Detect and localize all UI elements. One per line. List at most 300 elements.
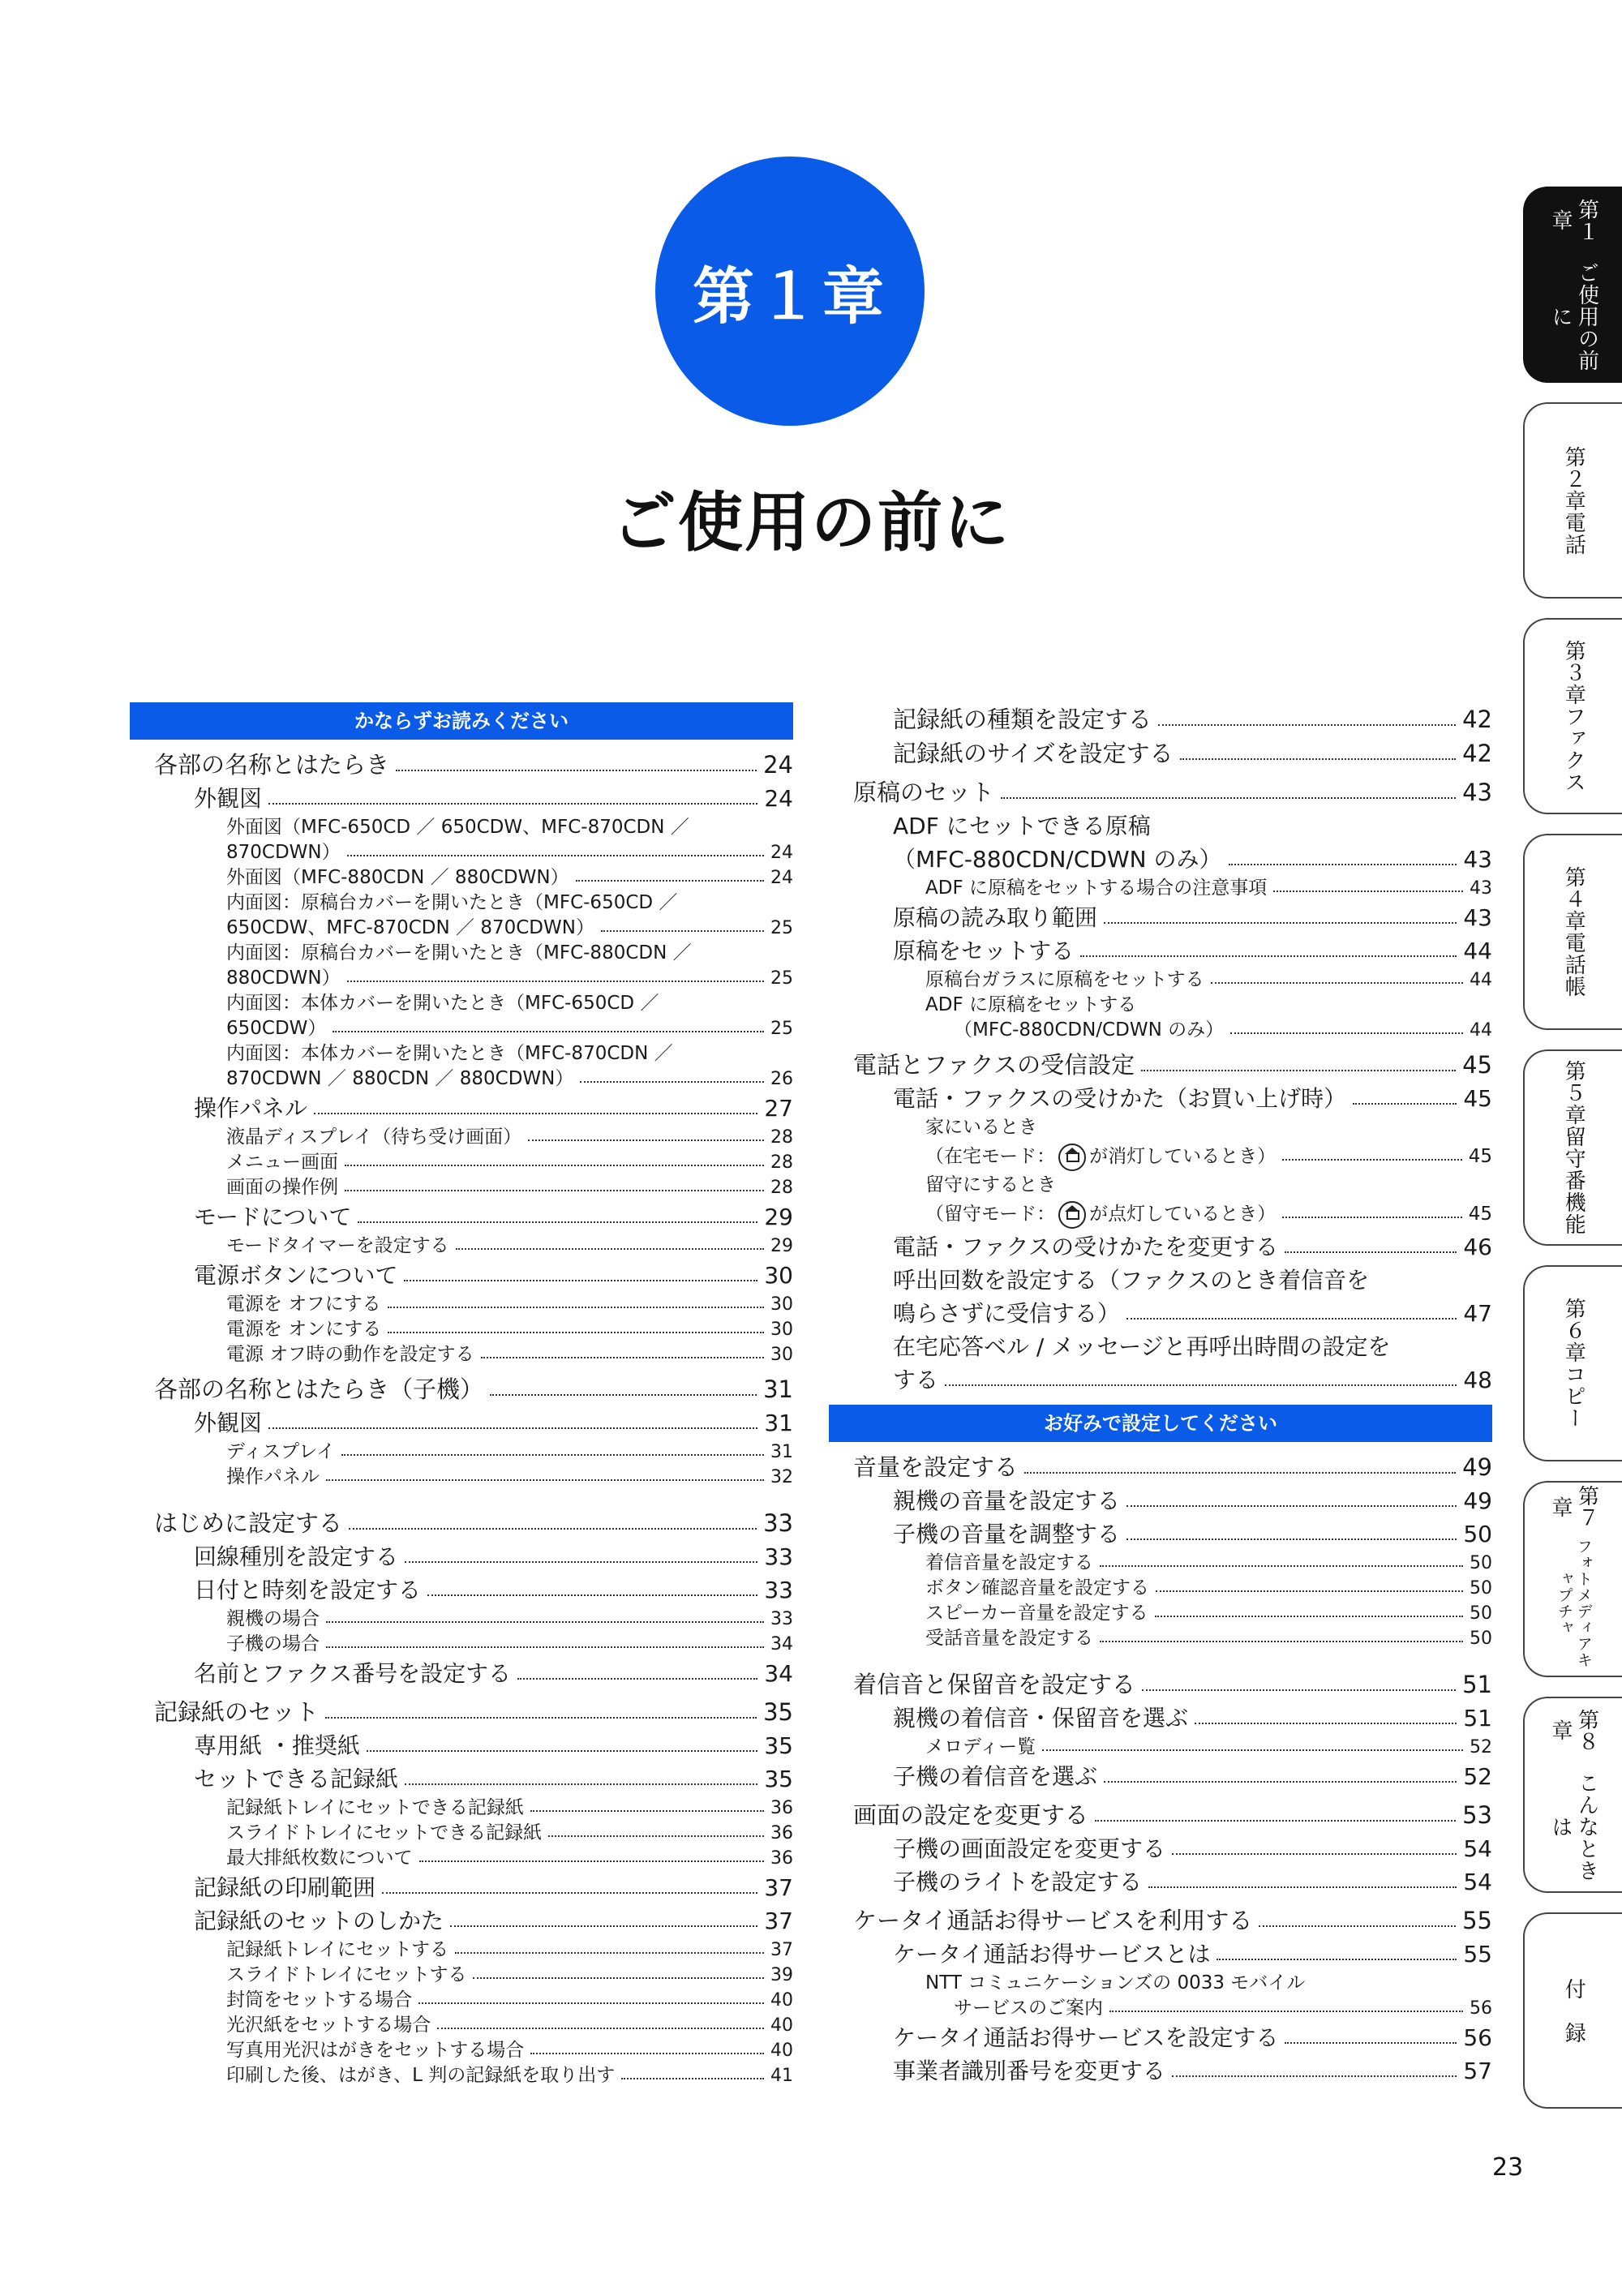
toc-entry-title: 子機の音量を調整する xyxy=(893,1521,1121,1547)
toc-entry-title: 原稿をセットする xyxy=(893,938,1075,964)
toc-entry[interactable] xyxy=(130,1066,793,1092)
toc-entry[interactable] xyxy=(130,1465,793,1490)
chapter-tab-name: コピー xyxy=(1561,1363,1586,1429)
toc-entry[interactable] xyxy=(130,1796,793,1821)
toc-entry[interactable] xyxy=(130,748,793,782)
toc-page-number: 28 xyxy=(770,1127,793,1148)
toc-entry-title: 操作パネル xyxy=(226,1466,320,1487)
toc-entry-title: 家にいるとき xyxy=(925,1117,1037,1138)
toc-page-number: 30 xyxy=(764,1262,793,1289)
toc-entry[interactable] xyxy=(130,1041,793,1066)
toc-entry[interactable] xyxy=(130,891,793,916)
dot-leader xyxy=(367,1742,757,1753)
toc-entry-title: 各部の名称とはたらき xyxy=(154,751,390,779)
toc-page-number: 53 xyxy=(1462,1801,1492,1829)
dot-leader xyxy=(473,1969,764,1981)
toc-entry[interactable] xyxy=(829,1576,1492,1601)
toc-entry[interactable] xyxy=(130,1175,793,1200)
toc-page-number: 37 xyxy=(770,1940,793,1960)
toc-entry-title: 画面の操作例 xyxy=(226,1177,338,1198)
chapter-tab-label xyxy=(1525,620,1622,813)
toc-page-number: 45 xyxy=(1468,1204,1492,1225)
toc-entry[interactable] xyxy=(829,1082,1492,1115)
toc-page-number: 39 xyxy=(770,1965,793,1985)
toc-page-number: 45 xyxy=(1463,1085,1492,1112)
toc-entry-title: 電源を オフにする xyxy=(226,1294,381,1315)
toc-entry-title: 受話音量を設定する xyxy=(925,1628,1093,1649)
toc-entry-title: メロディー覧 xyxy=(925,1736,1036,1757)
dot-leader xyxy=(1285,1243,1457,1255)
chapter-tab[interactable] xyxy=(1523,618,1622,814)
toc-page-number: 29 xyxy=(764,1204,793,1230)
dot-leader xyxy=(268,1419,757,1431)
toc-page-number: 28 xyxy=(770,1152,793,1173)
toc-entry[interactable] xyxy=(829,809,1492,843)
toc-entry-title: 記録紙のセットのしかた xyxy=(194,1908,444,1934)
chapter-tab-name: 電話 xyxy=(1561,511,1586,556)
dot-leader xyxy=(404,1272,757,1283)
toc-entry-title: （留守モード： が点灯しているとき） xyxy=(925,1198,1276,1230)
chapter-tab-number: 第６章 xyxy=(1561,1298,1586,1363)
toc-entry[interactable] xyxy=(130,1540,793,1573)
toc-page-number: 33 xyxy=(764,1543,793,1570)
toc-page-number: 55 xyxy=(1463,1941,1492,1968)
toc-entry[interactable] xyxy=(829,775,1492,809)
chapter-tab-number: 第５章 xyxy=(1561,1060,1586,1126)
toc-entry[interactable] xyxy=(829,1230,1492,1264)
toc-page-number: 45 xyxy=(1462,1051,1492,1079)
dot-leader xyxy=(1109,2002,1463,2014)
dot-leader xyxy=(1142,1681,1456,1693)
dot-leader xyxy=(481,1349,764,1360)
toc-page-number: 35 xyxy=(763,1698,793,1726)
toc-entry[interactable] xyxy=(130,1657,793,1690)
toc-entry[interactable] xyxy=(829,876,1492,901)
toc-entry-title: メニュー画面 xyxy=(226,1152,338,1173)
toc-entry-title: 呼出回数を設定する（ファクスのとき着信音を xyxy=(893,1267,1370,1294)
toc-page-number: 44 xyxy=(1470,970,1492,990)
toc-entry[interactable] xyxy=(130,1988,793,2013)
toc-entry-title: 写真用光沢はがきをセットする場合 xyxy=(226,2040,525,2061)
toc-entry-title: 子機のライトを設定する xyxy=(893,1869,1143,1895)
dot-leader xyxy=(345,1157,764,1168)
dot-leader xyxy=(1001,789,1456,800)
chapter-tab-number: 第３章 xyxy=(1561,639,1586,706)
toc-entry-title: 外面図（MFC-880CDN ／ 880CDWN） xyxy=(226,867,569,888)
toc-entry[interactable] xyxy=(130,1016,793,1041)
toc-entry-title: 事業者識別番号を変更する xyxy=(893,2058,1166,2084)
chapter-tab[interactable] xyxy=(1523,1481,1622,1677)
toc-entry-title: 870CDWN） xyxy=(226,842,341,863)
toc-entry-title: ボタン確認音量を設定する xyxy=(925,1577,1149,1599)
toc-entry[interactable] xyxy=(130,916,793,941)
dot-leader xyxy=(388,1298,764,1310)
toc-entry[interactable] xyxy=(829,1048,1492,1082)
toc-entry[interactable] xyxy=(829,1865,1492,1899)
toc-entry[interactable] xyxy=(130,1938,793,1963)
toc-page-number: 36 xyxy=(770,1798,793,1818)
toc-entry[interactable] xyxy=(130,1904,793,1938)
toc-entry[interactable] xyxy=(130,1506,793,1540)
toc-page-number: 40 xyxy=(770,2015,793,2036)
toc-entry[interactable] xyxy=(829,1903,1492,1938)
dot-leader xyxy=(1353,1095,1457,1106)
toc-entry[interactable] xyxy=(130,2038,793,2063)
toc-entry-title: ADF に原稿をセットする場合の注意事項 xyxy=(925,878,1268,899)
toc-entry-title: 在宅応答ベル / メッセージと再呼出時間の設定を xyxy=(893,1333,1391,1360)
toc-entry[interactable] xyxy=(130,941,793,966)
toc-entry-title: 記録紙の種類を設定する xyxy=(893,706,1152,733)
chapter-tab-label xyxy=(1525,1051,1622,1244)
dot-leader xyxy=(530,2045,764,2056)
dot-leader xyxy=(1126,1310,1457,1321)
toc-entry-title: 外観図 xyxy=(194,785,263,812)
toc-entry[interactable] xyxy=(829,1173,1492,1198)
dot-leader xyxy=(1080,947,1457,959)
dot-leader xyxy=(405,1553,757,1564)
toc-entry[interactable] xyxy=(829,1297,1492,1330)
toc-entry[interactable] xyxy=(130,1342,793,1367)
dot-leader xyxy=(450,1917,757,1929)
toc-page-number: 49 xyxy=(1463,1487,1492,1514)
toc-entry[interactable] xyxy=(829,1484,1492,1517)
dot-leader xyxy=(347,847,764,858)
chapter-tab[interactable] xyxy=(1523,402,1622,599)
toc-entry[interactable] xyxy=(829,1264,1492,1297)
toc-entry-title: 親機の場合 xyxy=(226,1608,320,1629)
dot-leader xyxy=(396,762,757,773)
toc-entry[interactable] xyxy=(130,1695,793,1729)
toc-entry[interactable] xyxy=(130,782,793,815)
dot-leader xyxy=(455,1944,764,1955)
toc-entry[interactable] xyxy=(829,1735,1492,1760)
toc-entry-title: 記録紙のセット xyxy=(154,1698,320,1726)
dot-leader xyxy=(358,1213,757,1225)
toc-entry[interactable] xyxy=(829,901,1492,934)
toc-entry[interactable] xyxy=(130,966,793,991)
toc-entry[interactable] xyxy=(130,2013,793,2038)
dot-leader xyxy=(1259,1917,1456,1929)
dot-leader xyxy=(418,1994,764,2006)
dot-leader xyxy=(1024,1464,1456,1475)
toc-entry-title: 電話・ファクスの受けかた（お買い上げ時） xyxy=(893,1085,1347,1112)
toc-entry[interactable] xyxy=(130,1292,793,1317)
toc-entry-title: 印刷した後、はがき、L 判の記録紙を取り出す xyxy=(226,2065,616,2086)
toc-entry-title: 電源 オフ時の動作を設定する xyxy=(226,1344,474,1365)
chapter-tab[interactable] xyxy=(1523,1697,1622,1893)
dot-leader xyxy=(1126,1497,1457,1508)
toc-entry-title: 最大排紙枚数について xyxy=(226,1848,413,1869)
toc-page-number: 40 xyxy=(770,2041,793,2061)
toc-entry[interactable] xyxy=(130,1871,793,1904)
toc-page-number: 40 xyxy=(770,1990,793,2011)
chapter-tab-name: 電話帳 xyxy=(1561,932,1586,998)
toc-page-number: 31 xyxy=(770,1442,793,1462)
toc-page-number: 34 xyxy=(764,1660,793,1687)
toc-entry-title: 650CDW、MFC-870CDN ／ 870CDWN） xyxy=(226,917,594,938)
toc-page-number: 24 xyxy=(763,751,793,779)
toc-entry-title: 子機の場合 xyxy=(226,1633,320,1654)
dot-leader xyxy=(427,1586,757,1598)
chapter-tab-name: ファクス xyxy=(1561,705,1586,793)
toc-entry[interactable] xyxy=(829,1115,1492,1140)
toc-entry[interactable] xyxy=(829,2054,1492,2088)
toc-entry-title: 専用紙 ・推奨紙 xyxy=(194,1732,360,1759)
dot-leader xyxy=(405,1775,757,1787)
toc-entry[interactable] xyxy=(130,1729,793,1762)
toc-entry[interactable] xyxy=(829,1702,1492,1735)
toc-page-number: 24 xyxy=(764,785,793,812)
dot-leader xyxy=(1180,750,1456,762)
toc-page-number: 52 xyxy=(1463,1763,1492,1790)
toc-entry-title: 電話とファクスの受信設定 xyxy=(853,1051,1135,1079)
toc-page-number: 24 xyxy=(770,843,793,863)
dot-leader xyxy=(1195,1714,1457,1726)
toc-page-number: 43 xyxy=(1463,904,1492,931)
toc-entry[interactable] xyxy=(130,1234,793,1259)
toc-page-number: 51 xyxy=(1463,1705,1492,1732)
toc-entry-title: スライドトレイにセットする xyxy=(226,1964,467,1985)
toc-entry[interactable] xyxy=(130,1125,793,1150)
dot-leader xyxy=(347,972,764,984)
toc-entry[interactable] xyxy=(829,1832,1492,1865)
toc-entry[interactable] xyxy=(130,1573,793,1607)
dot-leader xyxy=(1104,914,1457,925)
toc-entry[interactable] xyxy=(829,2021,1492,2054)
dot-leader xyxy=(1104,1773,1457,1784)
dot-leader xyxy=(1282,1208,1462,1220)
dot-leader xyxy=(1285,2034,1457,2045)
toc-entry[interactable] xyxy=(130,1440,793,1465)
toc-page-number: 30 xyxy=(770,1294,793,1315)
chapter-tab[interactable] xyxy=(1523,1912,1622,2109)
toc-entry[interactable] xyxy=(829,736,1492,770)
toc-entry[interactable] xyxy=(130,1762,793,1796)
spacer xyxy=(130,1490,793,1501)
toc-page-number: 54 xyxy=(1463,1835,1492,1862)
toc-entry-title: 880CDWN） xyxy=(226,968,341,989)
toc-entry[interactable] xyxy=(130,840,793,865)
toc-entry[interactable] xyxy=(130,1092,793,1125)
chapter-tab[interactable] xyxy=(1523,1265,1622,1461)
dot-leader xyxy=(326,1613,764,1624)
toc-entry[interactable] xyxy=(829,1363,1492,1397)
toc-entry-title: 画面の設定を変更する xyxy=(853,1801,1089,1829)
toc-entry-title: NTT コミュニケーションズの 0033 モバイル xyxy=(925,1972,1306,1993)
toc-entry[interactable] xyxy=(829,1996,1492,2021)
toc-entry-title: セットできる記録紙 xyxy=(194,1766,399,1792)
toc-entry[interactable] xyxy=(130,1963,793,1988)
dot-leader xyxy=(326,1638,764,1650)
chapter-tab-number: 第２章 xyxy=(1561,445,1586,512)
toc-page-number: 44 xyxy=(1463,938,1492,964)
toc-entry[interactable] xyxy=(130,815,793,840)
chapter-badge: 第１章 xyxy=(655,157,925,426)
dot-leader xyxy=(456,1240,764,1251)
toc-entry[interactable] xyxy=(829,843,1492,876)
toc-left-column xyxy=(130,702,793,2088)
toc-page-number: 26 xyxy=(770,1069,793,1089)
toc-entry-title: 内面図：本体カバーを開いたとき（MFC-650CD ／ xyxy=(226,993,659,1014)
toc-entry[interactable] xyxy=(829,1760,1492,1793)
chapter-tab[interactable] xyxy=(1523,187,1622,383)
toc-entry[interactable] xyxy=(829,1938,1492,1971)
toc-page-number: 49 xyxy=(1462,1453,1492,1481)
toc-page-number: 35 xyxy=(764,1732,793,1759)
toc-entry-title: ADF にセットできる原稿 xyxy=(893,813,1151,839)
toc-page-number: 56 xyxy=(1463,2024,1492,2051)
dot-leader xyxy=(1126,1530,1457,1542)
toc-entry-title: 各部の名称とはたらき（子機） xyxy=(154,1375,484,1403)
toc-entry[interactable] xyxy=(829,1450,1492,1484)
toc-entry-title: 回線種別を設定する xyxy=(194,1543,399,1570)
toc-page-number: 37 xyxy=(764,1874,793,1901)
toc-entry[interactable] xyxy=(829,1971,1492,1996)
toc-page-number: 45 xyxy=(1468,1146,1492,1167)
toc-page-number: 56 xyxy=(1470,1998,1492,2019)
dot-leader xyxy=(1211,974,1463,985)
dot-leader xyxy=(1156,1582,1463,1594)
toc-entry[interactable] xyxy=(829,934,1492,968)
toc-entry-title: 原稿のセット xyxy=(853,779,995,806)
chapter-title: ご使用の前に xyxy=(611,485,1011,560)
toc-entry-title: 記録紙トレイにセットできる記録紙 xyxy=(226,1797,524,1818)
toc-page-number: 32 xyxy=(770,1467,793,1487)
toc-page-number: 25 xyxy=(770,1019,793,1039)
toc-entry-title: （MFC-880CDN/CDWN のみ） xyxy=(893,846,1222,873)
dot-leader xyxy=(437,2019,764,2031)
toc-entry[interactable] xyxy=(829,1330,1492,1363)
toc-page-number: 36 xyxy=(770,1823,793,1843)
toc-entry[interactable] xyxy=(829,702,1492,736)
dot-leader xyxy=(517,1670,757,1681)
toc-entry[interactable] xyxy=(130,1821,793,1846)
dot-leader xyxy=(601,922,764,933)
chapter-tab-number: 第４章 xyxy=(1561,866,1586,932)
toc-entry[interactable] xyxy=(130,1846,793,1871)
toc-entry-title: ADF に原稿をセットする xyxy=(925,994,1137,1015)
chapter-tab-number: 付 録 xyxy=(1561,1977,1586,2044)
toc-page-number: 50 xyxy=(1470,1603,1492,1624)
toc-entry[interactable] xyxy=(130,1372,793,1406)
toc-entry[interactable] xyxy=(130,1632,793,1657)
toc-entry[interactable] xyxy=(130,1259,793,1292)
dot-leader xyxy=(530,1802,764,1813)
toc-entry-title: 封筒をセットする場合 xyxy=(226,1989,413,2011)
chapter-tab-label xyxy=(1525,1698,1622,1891)
toc-page-number: 27 xyxy=(764,1095,793,1122)
toc-entry-title: 着信音量を設定する xyxy=(925,1552,1093,1573)
toc-entry-title: 光沢紙をセットする場合 xyxy=(226,2015,431,2036)
toc-page-number: 30 xyxy=(770,1320,793,1340)
toc-entry-title: 電話・ファクスの受けかたを変更する xyxy=(893,1234,1279,1260)
toc-entry[interactable] xyxy=(829,993,1492,1018)
toc-page-number: 34 xyxy=(770,1634,793,1654)
toc-entry-title: 子機の画面設定を変更する xyxy=(893,1835,1166,1862)
toc-entry[interactable] xyxy=(130,1150,793,1175)
section-banner-preferences: お好みで設定してください xyxy=(829,1405,1492,1442)
toc-page-number: 46 xyxy=(1463,1234,1492,1260)
toc-entry[interactable] xyxy=(130,1317,793,1342)
toc-entry-title: ケータイ通話お得サービスとは xyxy=(893,1941,1211,1968)
toc-entry[interactable] xyxy=(829,1601,1492,1626)
toc-entry[interactable] xyxy=(130,991,793,1016)
toc-entry[interactable] xyxy=(130,1607,793,1632)
dot-leader xyxy=(326,1471,764,1483)
toc-page-number: 55 xyxy=(1462,1907,1492,1934)
dot-leader xyxy=(1155,1607,1463,1619)
toc-entry-title: 日付と時刻を設定する xyxy=(194,1577,422,1603)
toc-entry-title: スピーカー音量を設定する xyxy=(925,1603,1148,1624)
toc-entry[interactable] xyxy=(829,968,1492,993)
toc-entry[interactable] xyxy=(829,1517,1492,1551)
toc-page-number: 50 xyxy=(1470,1578,1492,1599)
toc-list xyxy=(829,1450,1492,2088)
toc-entry[interactable] xyxy=(130,1200,793,1234)
toc-entry-title: 外観図 xyxy=(194,1410,263,1436)
toc-entry-title: ディスプレイ xyxy=(226,1441,336,1462)
home-mode-icon xyxy=(1058,1201,1086,1229)
toc-entry-title: サービスのご案内 xyxy=(954,1998,1103,2019)
toc-entry-title: 原稿の読み取り範囲 xyxy=(893,904,1098,931)
toc-entry[interactable] xyxy=(829,1198,1492,1230)
toc-entry-title: 記録紙の印刷範囲 xyxy=(194,1874,376,1901)
toc-entry[interactable] xyxy=(829,1551,1492,1576)
chapter-tab-label xyxy=(1525,835,1622,1028)
dot-leader xyxy=(1282,1151,1462,1162)
toc-page-number: 41 xyxy=(770,2066,793,2086)
toc-entry[interactable] xyxy=(829,1018,1492,1043)
dot-leader xyxy=(349,1520,757,1531)
toc-entry-title: 親機の着信音・保留音を選ぶ xyxy=(893,1705,1189,1732)
toc-entry-title: 操作パネル xyxy=(194,1095,308,1122)
toc-entry[interactable] xyxy=(130,865,793,891)
chapter-tab-label xyxy=(1525,1267,1622,1460)
spacer xyxy=(829,1651,1492,1663)
dot-leader xyxy=(1158,716,1456,727)
toc-entry[interactable] xyxy=(829,1667,1492,1702)
toc-page-number: 33 xyxy=(763,1509,793,1537)
toc-page-number: 31 xyxy=(764,1410,793,1436)
toc-page-number: 28 xyxy=(770,1178,793,1198)
toc-entry[interactable] xyxy=(130,1406,793,1440)
toc-list xyxy=(130,748,793,2088)
toc-right-column xyxy=(829,702,1492,2088)
toc-entry-title: する xyxy=(893,1367,939,1393)
page-number: 23 xyxy=(1492,2153,1524,2182)
dot-leader xyxy=(1141,1062,1456,1073)
toc-entry-title: 870CDWN ／ 880CDN ／ 880CDWN） xyxy=(226,1068,574,1089)
toc-entry-title: モードタイマーを設定する xyxy=(226,1235,449,1256)
toc-page-number: 43 xyxy=(1463,846,1492,873)
toc-page-number: 43 xyxy=(1462,779,1492,806)
dot-leader xyxy=(325,1709,757,1720)
toc-entry[interactable] xyxy=(829,1626,1492,1651)
chapter-tab-name: フォトメディアキャプチャ xyxy=(1555,1539,1593,1669)
toc-entry-title: ケータイ通話お得サービスを設定する xyxy=(893,2024,1279,2051)
chapter-tab[interactable] xyxy=(1523,834,1622,1030)
chapter-tab-number: 第１章 xyxy=(1548,198,1599,242)
dot-leader xyxy=(490,1386,757,1397)
chapter-tab[interactable] xyxy=(1523,1049,1622,1246)
dot-leader xyxy=(1229,856,1457,867)
toc-entry[interactable] xyxy=(829,1798,1492,1832)
toc-page-number: 50 xyxy=(1470,1553,1492,1573)
dot-leader xyxy=(576,872,764,883)
toc-entry[interactable] xyxy=(130,2063,793,2088)
toc-entry[interactable] xyxy=(829,1140,1492,1173)
toc-page-number: 25 xyxy=(770,968,793,989)
